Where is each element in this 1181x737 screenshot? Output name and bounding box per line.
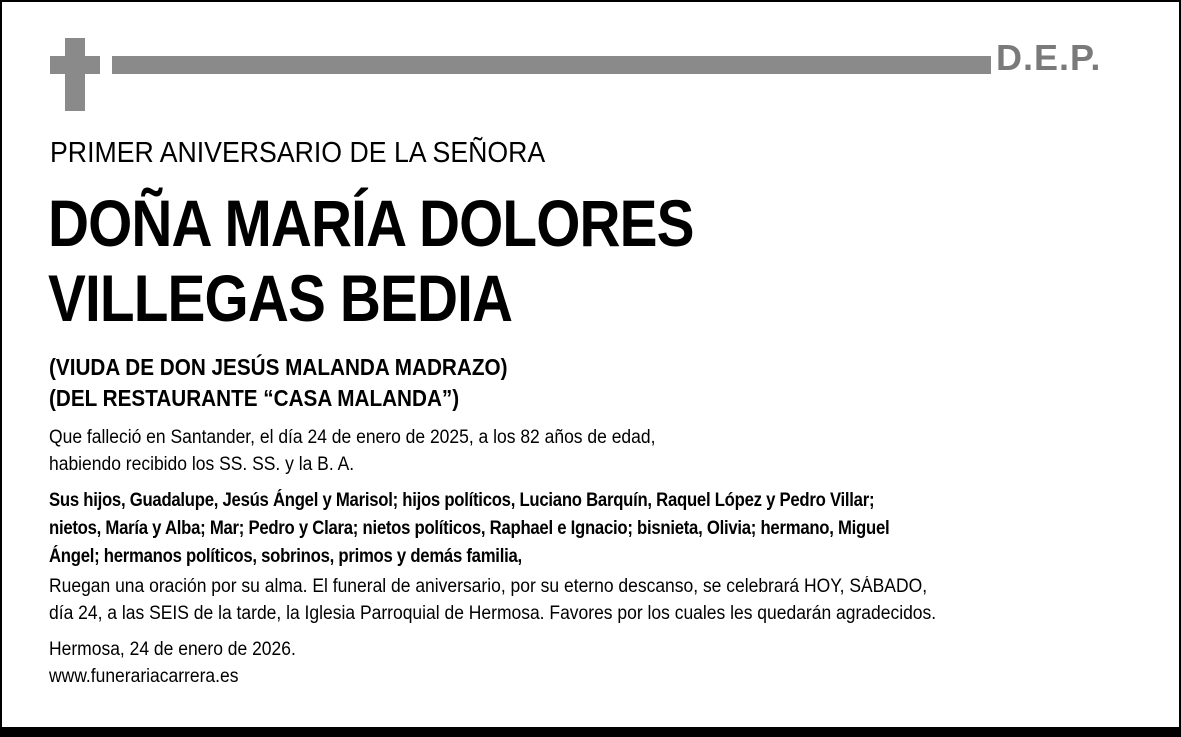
header-divider-bar <box>112 56 991 74</box>
death-info-line-1: Que falleció en Santander, el día 24 de enero de 2025, a los 82 años de edad, <box>49 427 656 448</box>
family-line-3: Ángel; hermanos políticos, sobrinos, primos y demás familia, <box>49 546 522 567</box>
cross-icon <box>65 38 85 111</box>
death-info-line-2: habiendo recibido los SS. SS. y la B. A. <box>49 454 355 475</box>
deceased-name-line-2: VILLEGAS BEDIA <box>48 261 513 335</box>
deceased-name-line-1: DOÑA MARÍA DOLORES <box>48 186 694 260</box>
notice-subtitle: PRIMER ANIVERSARIO DE LA SEÑORA <box>50 137 546 169</box>
family-line-2: nietos, María y Alba; Mar; Pedro y Clara; nietos políticos, Raphael e Ignacio; bisnieta, Olivia; hermano, Miguel <box>49 518 890 539</box>
restaurant-line: (DEL RESTAURANTE “CASA MALANDA”) <box>49 385 460 411</box>
widow-of-line: (VIUDA DE DON JESÚS MALANDA MADRAZO) <box>49 354 508 380</box>
funeral-request-line-2: día 24, a las SEIS de la tarde, la Iglesia Parroquial de Hermosa. Favores por los cuales les quedarán agradecidos. <box>49 603 937 624</box>
family-line-1: Sus hijos, Guadalupe, Jesús Ángel y Marisol; hijos políticos, Luciano Barquín, Raquel López y Pedro Villar; <box>49 490 875 511</box>
cross-icon-arm <box>50 56 100 74</box>
dep-label: D.E.P. <box>996 37 1102 78</box>
place-date: Hermosa, 24 de enero de 2026. <box>49 639 296 660</box>
funeral-request-line-1: Ruegan una oración por su alma. El funeral de aniversario, por su eterno descanso, se celebrará HOY, SÁBADO, <box>49 576 928 597</box>
website-link[interactable]: www.funerariacarrera.es <box>49 666 239 687</box>
